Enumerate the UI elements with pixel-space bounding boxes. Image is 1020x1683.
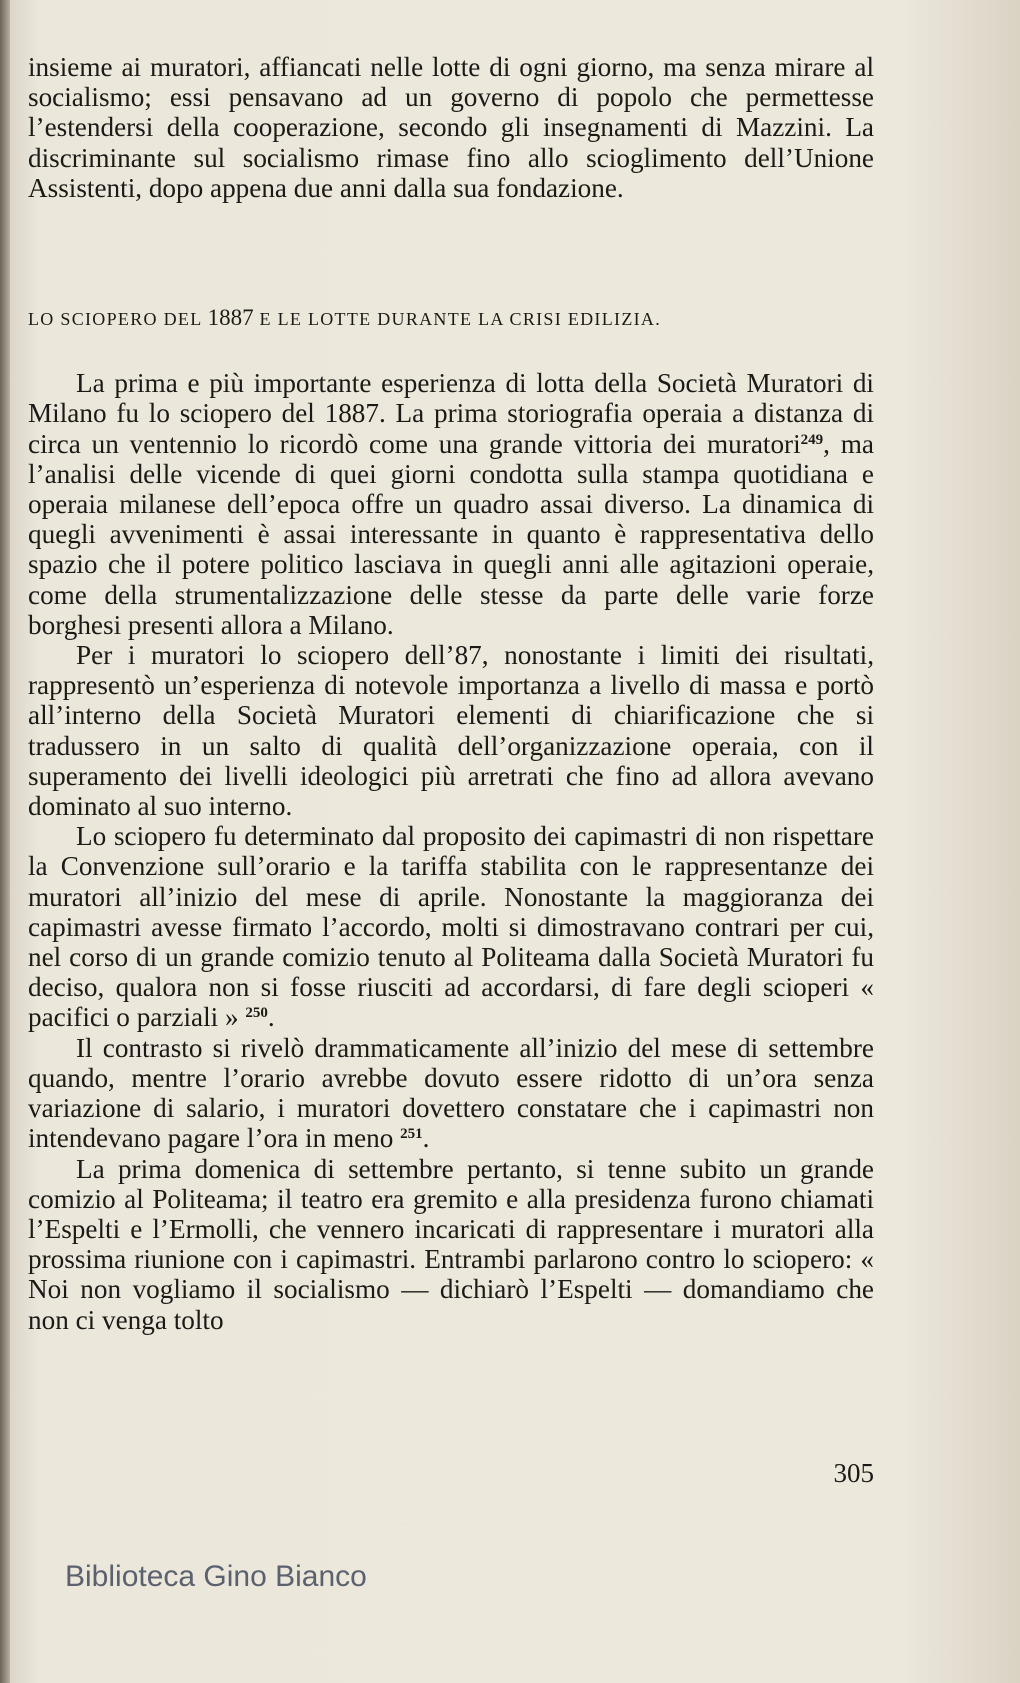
paragraph-4-text-b: . — [422, 1123, 430, 1154]
heading-after: E LE LOTTE DURANTE LA CRISI EDILIZIA. — [259, 309, 662, 330]
page-gutter-edge — [0, 0, 10, 1683]
paragraph-1 — [28, 368, 874, 640]
footnote-ref-251: 251 — [400, 1126, 423, 1143]
paragraph-3 — [28, 821, 874, 1032]
footnote-ref-250: 250 — [245, 1005, 268, 1022]
opening-paragraph: insieme ai muratori, affiancati nelle lotte di ogni giorno, ma senza mirare al socialismo; essi pensavano ad un governo di popolo che permettesse l’estendersi della cooperazione, secondo gli insegnamenti di Mazzini. La discriminante sul socialismo rimase fino allo scioglimento dell’Unione Assistenti, dopo appena due anni dalla sua fondazione. — [28, 52, 874, 203]
paragraph-3-text-a: Lo sciopero fu determinato dal proposito dei capimastri di non rispettare la Convenzione sull’orario e la tariffa stabilita con le rappresentanze dei muratori all’inizio del mese di aprile. Nonostante la maggioranza dei capimastri avesse firmato l’accordo, molti si dimostravano contrari per cui, nel corso di un grande comizio tenuto al Politeama dalla Società Muratori fu deciso, qualora non si fosse riusciti ad accordarsi, di fare degli scioperi « pacifici o parziali » — [28, 821, 874, 1033]
paragraph-2 — [28, 640, 874, 821]
body-text — [28, 52, 874, 1335]
paragraph-1-text-a: La prima e più importante esperienza di lotta della Società Muratori di Milano fu lo sciopero del 1887. La prima storiografia operaia a distanza di circa un ventennio lo ricordò come una grande vittoria dei muratori — [28, 368, 874, 459]
paragraph-4 — [28, 1033, 874, 1154]
heading-before: LO SCIOPERO DEL — [28, 309, 202, 330]
page-number: 305 — [833, 1458, 874, 1488]
paragraph-5 — [28, 1154, 874, 1335]
section-heading — [28, 303, 874, 334]
library-watermark: Biblioteca Gino Bianco — [65, 1560, 367, 1593]
paragraph-5-text: La prima domenica di settembre pertanto, si tenne subito un grande comizio al Politeama; il teatro era gremito e alla presidenza furono chiamati l’Espelti e l’Ermolli, che vennero incaricati di rappresentare i muratori alla prossima riunione con i capimastri. Entrambi parlarono contro lo sciopero: « Noi non vogliamo il socialismo — dichiarò l’Espelti — domandiamo che non ci venga tolto — [28, 1153, 874, 1335]
paragraph-1-text-b: , ma l’analisi delle vicende di quei giorni condotta sulla stampa quotidiana e operaia milanese dell’epoca offre un quadro assai diverso. La dinamica di quegli avvenimenti è assai interessante in quanto è rappresentativa dello spazio che il potere politico lasciava in quegli anni alle agitazioni operaie, come della strumentalizzazione delle stesse da parte delle varie forze borghesi presenti allora a Milano. — [28, 428, 874, 640]
paragraph-3-text-b: . — [267, 1002, 275, 1033]
paragraph-4-text-a: Il contrasto si rivelò drammaticamente all’inizio del mese di settembre quando, mentre l’orario avrebbe dovuto essere ridotto di un’ora senza variazione di salario, i muratori dovettero constatare che i capimastri non intendevano pagare l’ora in meno — [28, 1032, 874, 1154]
paragraph-2-text: Per i muratori lo sciopero dell’87, nonostante i limiti dei risultati, rappresentò un’esperienza di notevole importanza a livello di massa e portò all’interno della Società Muratori elementi di chiarificazione che si tradussero in un salto di qualità dell’organizzazione operaia, con il superamento dei livelli ideologici più arretrati che fino ad allora avevano dominato al suo interno. — [28, 640, 874, 822]
heading-year: 1887 — [207, 305, 254, 331]
footnote-ref-249: 249 — [800, 431, 824, 448]
